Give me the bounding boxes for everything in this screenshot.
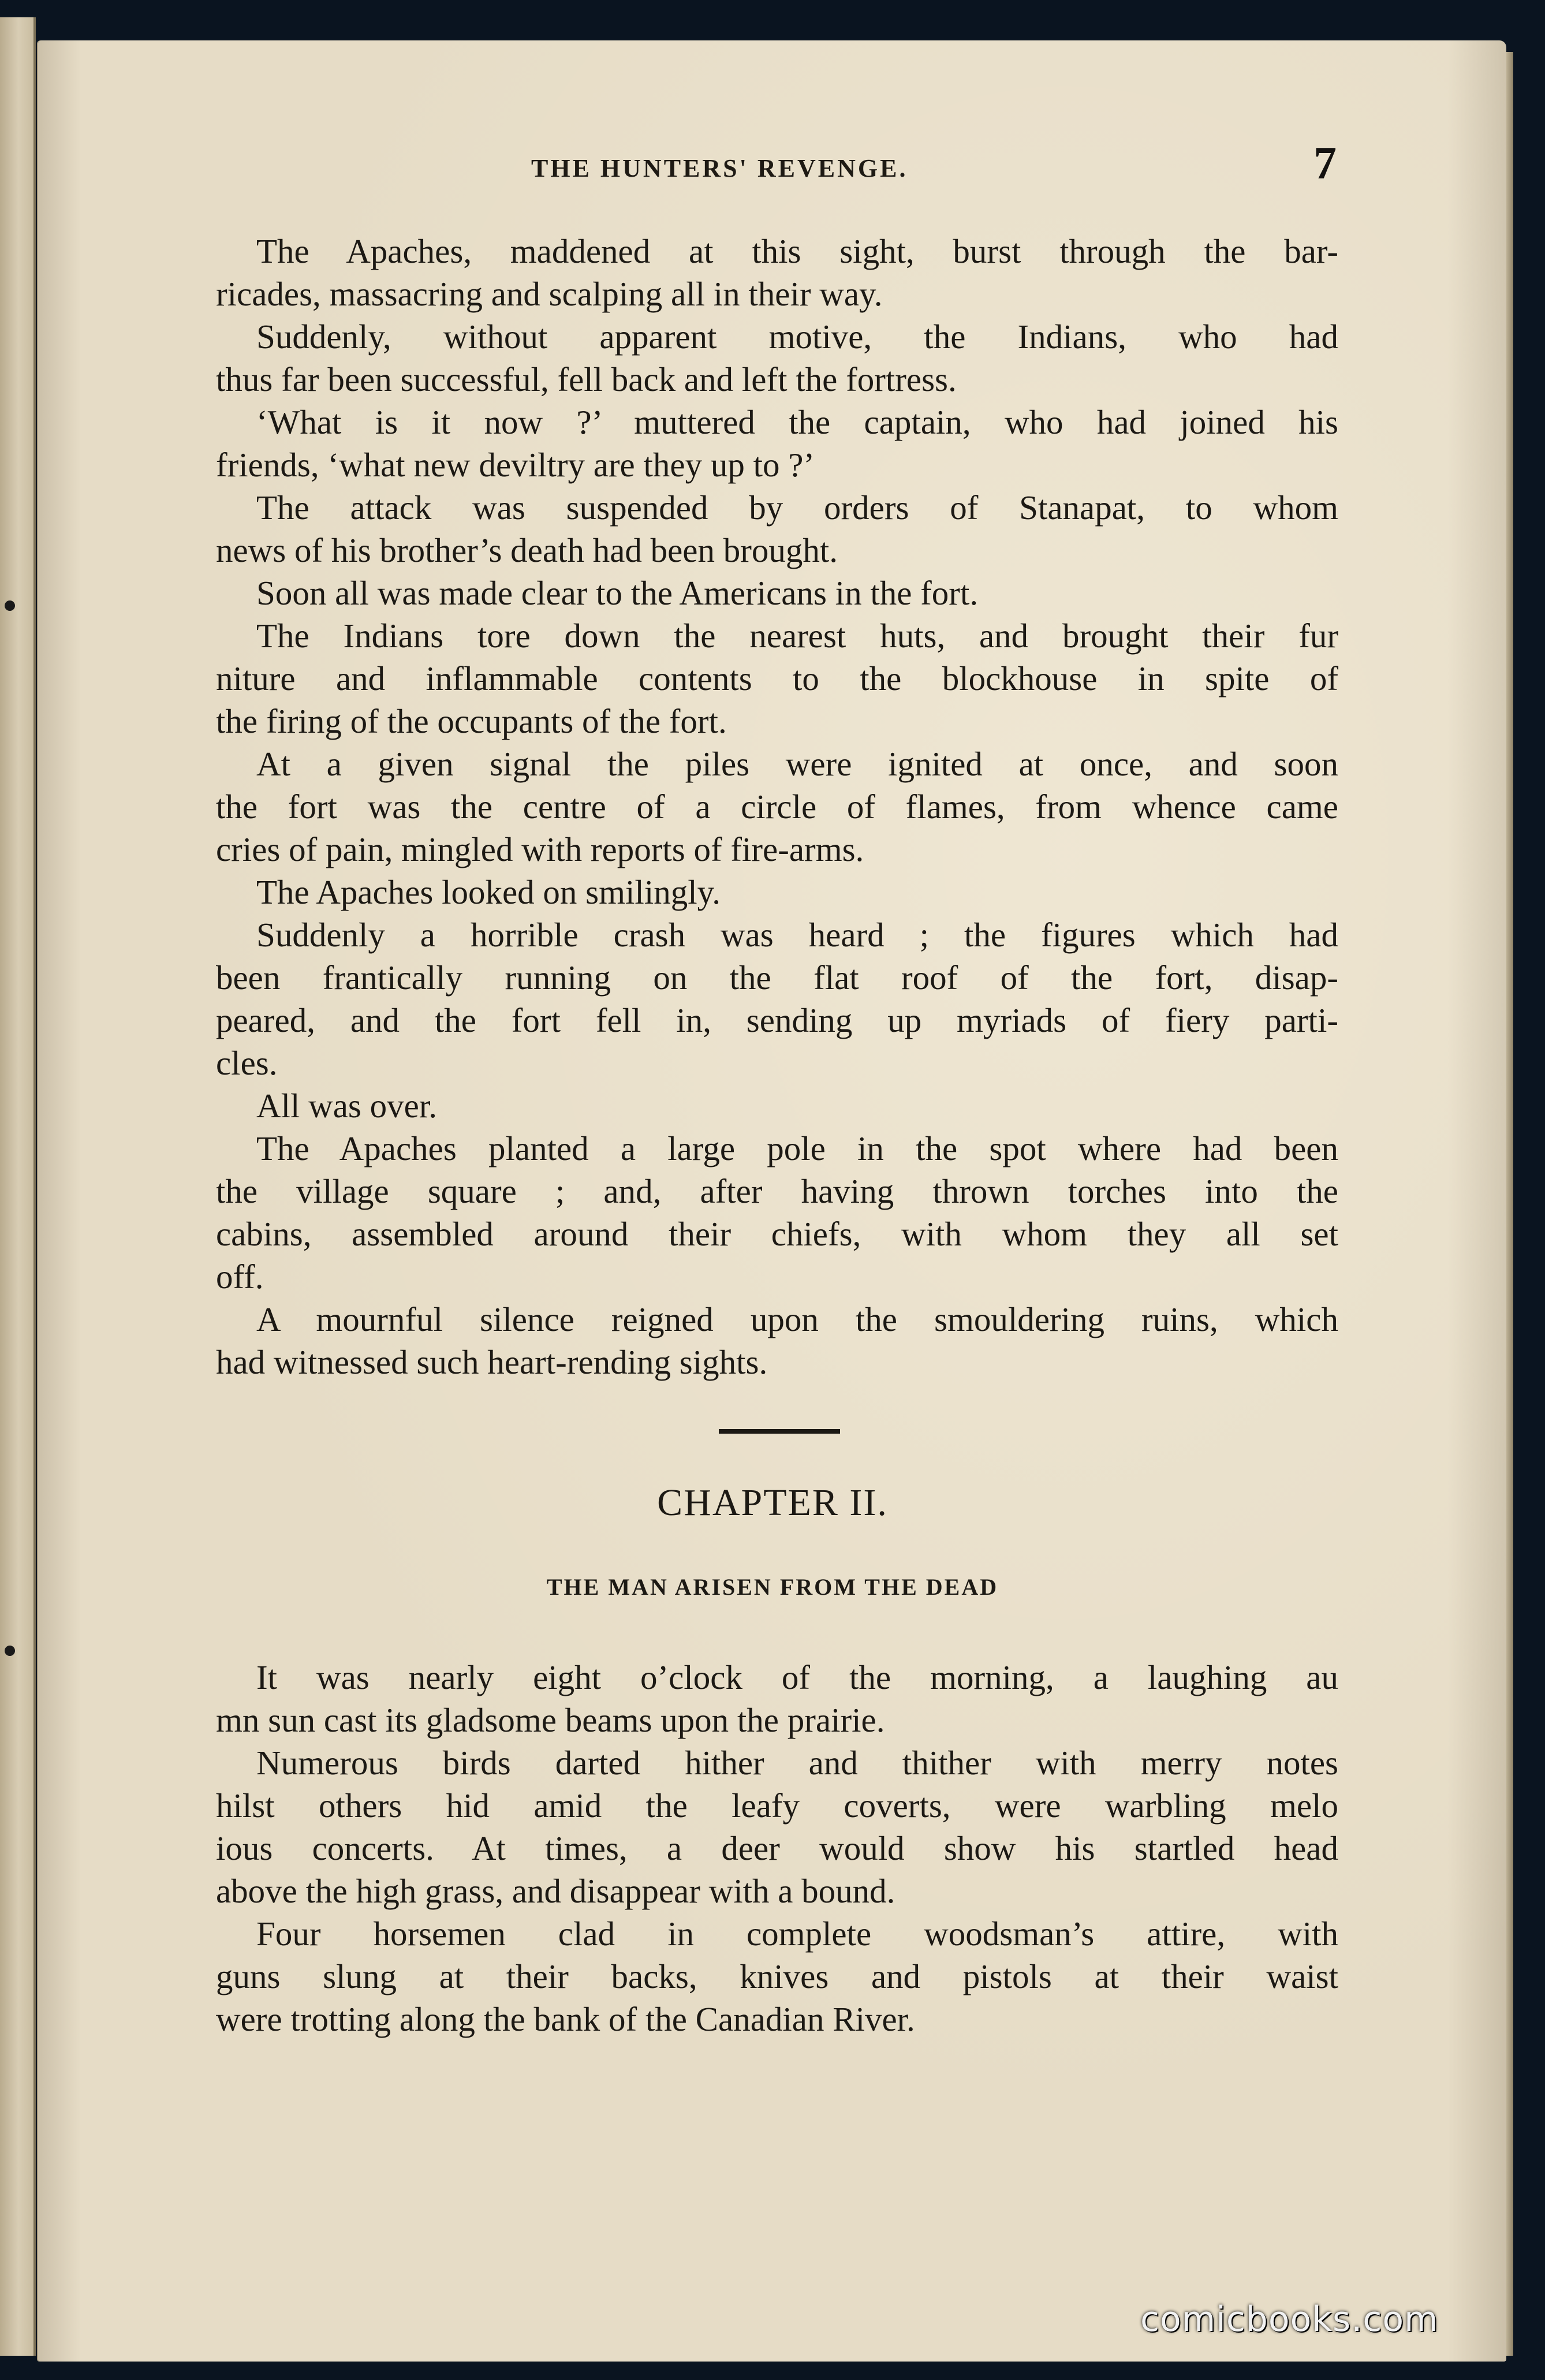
site-watermark: comicbooks.com (1140, 2299, 1439, 2340)
text-line: the firing of the occupants of the fort. (216, 702, 727, 740)
text-line: The Indians tore down the nearest huts, and brought their fur (256, 617, 1338, 655)
text-line: cles. (216, 1044, 278, 1082)
text-line: The Apaches planted a large pole in the spot where had been (256, 1129, 1338, 1167)
text-line: friends, ‘what new deviltry are they up to ?’ (216, 446, 815, 484)
text-line: A mournful silence reigned upon the smouldering ruins, which (256, 1300, 1338, 1338)
text-line: peared, and the fort fell in, sending up myriads of fiery parti- (216, 1001, 1338, 1039)
chapter-subtitle: THE MAN ARISEN FROM THE DEAD (546, 1574, 999, 1600)
text-line: above the high grass, and disappear with a bound. (216, 1872, 895, 1910)
text-line: The attack was suspended by orders of Stanapat, to whom (256, 488, 1338, 527)
text-line: Suddenly a horrible crash was heard ; the figures which had (256, 916, 1338, 954)
text-line: All was over. (256, 1087, 437, 1125)
binding-hole (5, 1646, 15, 1656)
text-line: The Apaches looked on smilingly. (256, 873, 721, 911)
text-line: At a given signal the piles were ignited at once, and soon (256, 745, 1338, 783)
page-stack-edge (1506, 52, 1513, 2356)
text-line: ricades, massacring and scalping all in their way. (216, 275, 883, 313)
text-line: cries of pain, mingled with reports of fire-arms. (216, 830, 864, 868)
chapter-title: CHAPTER II. (657, 1482, 888, 1524)
text-line: been frantically running on the flat roof of the fort, disap- (216, 958, 1338, 997)
text-line: ‘What is it now ?’ muttered the captain, who had joined his (256, 403, 1338, 441)
text-line: cabins, assembled around their chiefs, with whom they all set (216, 1215, 1338, 1253)
binding-hole (5, 600, 15, 611)
text-line: guns slung at their backs, knives and pistols at their waist (216, 1957, 1338, 1995)
text-line: mn sun cast its gladsome beams upon the prairie. (216, 1701, 885, 1739)
text-line: off. (216, 1258, 264, 1296)
text-line: niture and inflammable contents to the blockhouse in spite of (216, 659, 1338, 697)
text-line: Soon all was made clear to the Americans in the fort. (256, 574, 979, 612)
text-line: news of his brother’s death had been brought. (216, 531, 838, 569)
text-line: hilst others hid amid the leafy coverts, were warbling melo (216, 1786, 1338, 1825)
adjacent-page-edge (0, 17, 36, 2356)
page-number: 7 (1313, 138, 1337, 189)
text-line: ious concerts. At times, a deer would show his startled head (216, 1829, 1338, 1867)
text-line: were trotting along the bank of the Canadian River. (216, 2000, 915, 2038)
text-line: the fort was the centre of a circle of flames, from whence came (216, 788, 1338, 826)
text-line: Four horsemen clad in complete woodsman’s attire, with (256, 1915, 1338, 1953)
section-rule (719, 1429, 840, 1434)
text-line: the village square ; and, after having thrown torches into the (216, 1172, 1338, 1210)
text-line: had witnessed such heart-rending sights. (216, 1343, 768, 1381)
text-line: It was nearly eight o’clock of the morning, a laughing au (256, 1658, 1338, 1696)
text-line: The Apaches, maddened at this sight, burst through the bar- (256, 232, 1338, 270)
text-line: Numerous birds darted hither and thither with merry notes (256, 1744, 1338, 1782)
running-header: THE HUNTERS' REVENGE. (531, 154, 908, 182)
text-line: thus far been successful, fell back and left the fortress. (216, 360, 957, 398)
text-line: Suddenly, without apparent motive, the Indians, who had (256, 318, 1338, 356)
